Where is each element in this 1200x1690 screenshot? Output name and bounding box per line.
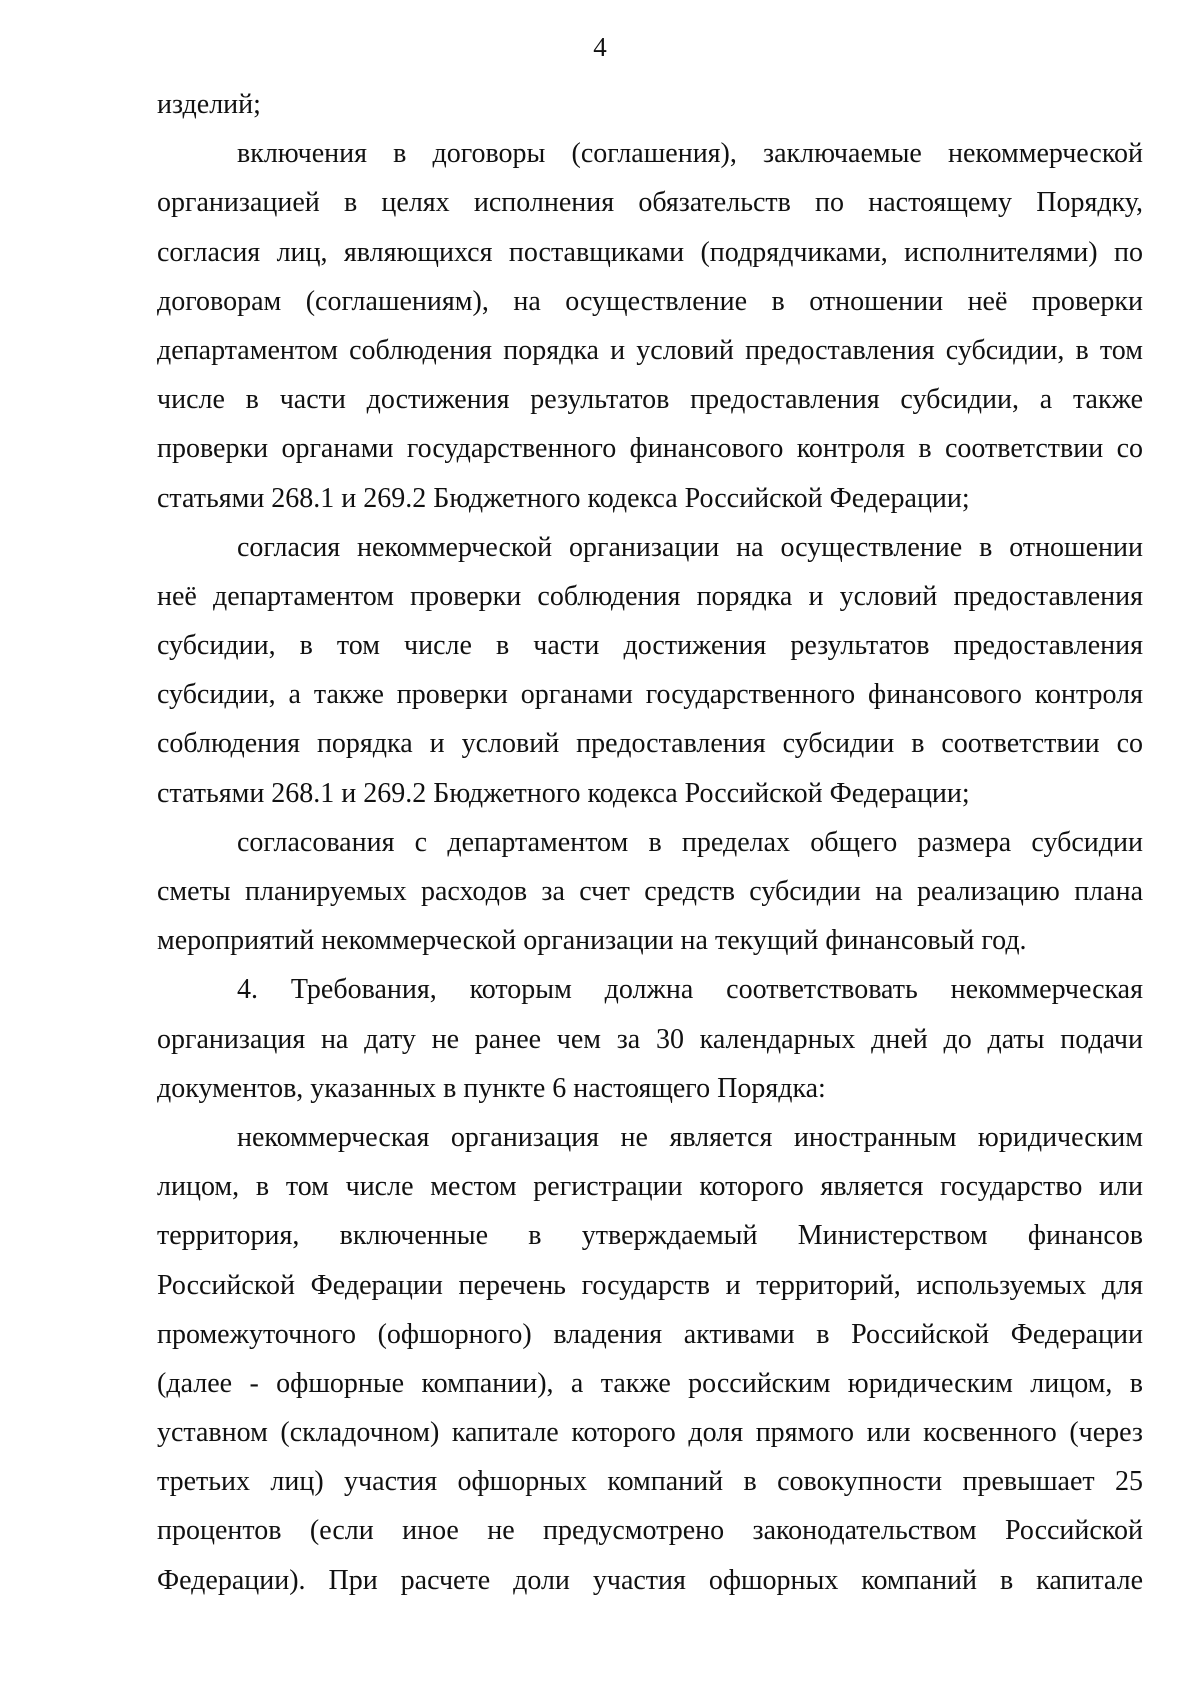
- paragraph-line: согласия лиц, являющихся поставщиками (подрядчиками, исполнителями) по: [157, 236, 1143, 268]
- document-body: [157, 80, 1143, 1605]
- paragraph-approval: [157, 818, 1143, 966]
- paragraph-line: организацией в целях исполнения обязательств по настоящему Порядку,: [157, 187, 1143, 219]
- paragraph-line: уставном (складочном) капитале которого доля прямого или косвенного (через: [157, 1417, 1143, 1449]
- paragraph-line: некоммерческая организация не является иностранным юридическим: [237, 1121, 1143, 1153]
- paragraph-line: изделий;: [157, 89, 261, 120]
- paragraph-line: департаментом соблюдения порядка и условий предоставления субсидии, в том: [157, 334, 1143, 366]
- paragraph-line: согласия некоммерческой организации на осуществление в отношении: [237, 531, 1143, 563]
- paragraph-requirements: [157, 965, 1143, 1113]
- paragraph-line: неё департаментом проверки соблюдения порядка и условий предоставления: [157, 580, 1143, 612]
- paragraph-line: территория, включенные в утверждаемый Министерством финансов: [157, 1220, 1143, 1252]
- page-number: 4: [593, 32, 607, 62]
- paragraph-line: соблюдения порядка и условий предоставления субсидии в соответствии со: [157, 728, 1143, 760]
- paragraph-line: документов, указанных в пункте 6 настоящего Порядка:: [157, 1072, 826, 1104]
- paragraph-line: включения в договоры (соглашения), заключаемые некоммерческой: [237, 138, 1143, 170]
- paragraph-line: субсидии, в том числе в части достижения результатов предоставления: [157, 630, 1143, 662]
- paragraph-line: Федерации). При расчете доли участия офшорных компаний в капитале: [157, 1564, 1143, 1596]
- paragraph-line: Российской Федерации перечень государств и территорий, используемых для: [157, 1269, 1143, 1301]
- paragraph-line: согласования с департаментом в пределах общего размера субсидии: [237, 826, 1143, 858]
- paragraph-line: числе в части достижения результатов предоставления субсидии, а также: [157, 384, 1143, 416]
- paragraph-line: третьих лиц) участия офшорных компаний в совокупности превышает 25: [157, 1466, 1143, 1498]
- paragraph-line: процентов (если иное не предусмотрено законодательством Российской: [157, 1515, 1143, 1547]
- paragraph-contract-inclusion: [157, 129, 1143, 523]
- paragraph-line: статьями 268.1 и 269.2 Бюджетного кодекса Российской Федерации;: [157, 777, 970, 809]
- paragraph-line: (далее - офшорные компании), а также российским юридическим лицом, в: [157, 1367, 1143, 1399]
- paragraph-consent: [157, 523, 1143, 818]
- paragraph-foreign-entity: [157, 1113, 1143, 1605]
- paragraph-line: 4. Требования, которым должна соответствовать некоммерческая: [237, 974, 1143, 1006]
- paragraph-line: организация на дату не ранее чем за 30 календарных дней до даты подачи: [157, 1023, 1143, 1055]
- paragraph-line: проверки органами государственного финансового контроля в соответствии со: [157, 433, 1143, 465]
- paragraph-line: лицом, в том числе местом регистрации которого является государство или: [157, 1171, 1143, 1203]
- paragraph-line: сметы планируемых расходов за счет средств субсидии на реализацию плана: [157, 876, 1143, 907]
- paragraph-continuation: [157, 80, 1143, 129]
- paragraph-line: договорам (соглашениям), на осуществление в отношении неё проверки: [157, 285, 1143, 317]
- paragraph-line: субсидии, а также проверки органами государственного финансового контроля: [157, 679, 1143, 711]
- paragraph-line: статьями 268.1 и 269.2 Бюджетного кодекса Российской Федерации;: [157, 482, 970, 514]
- paragraph-line: мероприятий некоммерческой организации на текущий финансовый год.: [157, 925, 1027, 957]
- paragraph-line: промежуточного (офшорного) владения активами в Российской Федерации: [157, 1318, 1143, 1350]
